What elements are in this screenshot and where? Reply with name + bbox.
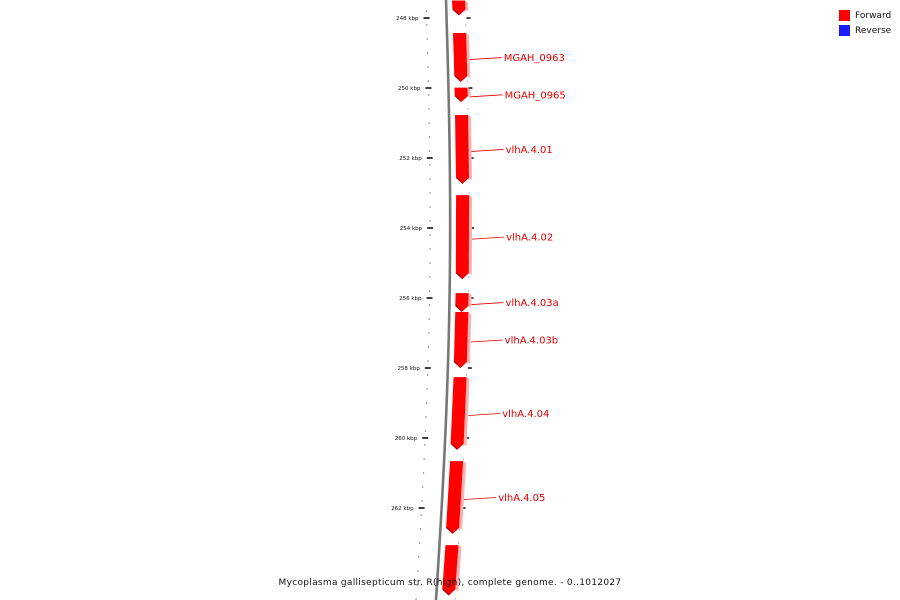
gene-label-leader xyxy=(471,303,503,305)
gene-arrow[interactable] xyxy=(454,312,471,368)
gene-label[interactable]: vlhA.4.05 xyxy=(498,493,546,504)
map-caption: Mycoplasma gallisepticum str. R(high), complete genome. - 0..1012027 xyxy=(278,578,622,588)
gene-label[interactable]: MGAH_0963 xyxy=(503,53,565,65)
gene-arrow-side xyxy=(467,88,470,99)
gene-labels xyxy=(464,53,566,504)
gene-label-leader xyxy=(470,58,502,60)
gene-arrow-body xyxy=(452,1,465,16)
gene-label-leader xyxy=(464,498,496,500)
gene-label-leader xyxy=(472,149,504,151)
gene-label[interactable]: vlhA.4.03a xyxy=(505,298,559,310)
gene-label-leader xyxy=(472,237,504,239)
ruler-tick-label: 256 kbp xyxy=(399,296,422,302)
ruler-tick-label: 260 kbp xyxy=(394,436,418,442)
gene-arrow-body xyxy=(455,115,469,184)
gene-arrow[interactable] xyxy=(451,377,470,450)
ruler-tick-label: 248 kbp xyxy=(396,16,419,22)
legend-reverse-label: Reverse xyxy=(855,25,892,36)
gene-arrow-body xyxy=(455,293,468,312)
ruler-tick-label: 258 kbp xyxy=(397,366,420,372)
gene-arrow-body xyxy=(456,195,469,279)
forward-swatch xyxy=(839,10,850,21)
gene-label[interactable]: vlhA.4.04 xyxy=(502,409,550,420)
gene-arrow[interactable] xyxy=(456,195,472,279)
gene-arrow[interactable] xyxy=(455,115,472,184)
legend-forward-label: Forward xyxy=(855,10,892,21)
gene-arrow-side xyxy=(469,195,472,275)
legend-reverse xyxy=(839,25,891,36)
gene-arrow[interactable] xyxy=(452,1,468,16)
gene-arrow-side xyxy=(465,1,468,12)
gene-label-leader xyxy=(471,340,503,342)
ruler-tick-label: 254 kbp xyxy=(399,226,423,232)
ruler-tick-label: 250 kbp xyxy=(398,86,421,92)
gene-arrow[interactable] xyxy=(455,293,471,312)
ruler-tick-label: 252 kbp xyxy=(399,156,422,162)
legend-forward xyxy=(839,10,891,21)
ruler-tick-label: 262 kbp xyxy=(391,506,414,512)
gene-label-leader xyxy=(468,414,500,416)
gene-arrow-body xyxy=(453,33,467,82)
gene-arrow-body xyxy=(454,312,468,368)
reverse-swatch xyxy=(839,25,850,36)
gene-track xyxy=(442,1,472,596)
gene-arrow[interactable] xyxy=(446,461,466,534)
gene-arrow[interactable] xyxy=(454,88,470,102)
gene-label[interactable]: vlhA.4.02 xyxy=(506,232,554,244)
gene-arrow-side xyxy=(468,293,471,308)
gene-arrow-body xyxy=(454,88,467,102)
gene-label[interactable]: vlhA.4.01 xyxy=(505,144,553,156)
gene-arrow[interactable] xyxy=(453,33,470,82)
gene-label[interactable]: vlhA.4.03b xyxy=(504,335,559,347)
gene-label-leader xyxy=(471,95,503,97)
gene-label[interactable]: MGAH_0965 xyxy=(504,90,566,102)
